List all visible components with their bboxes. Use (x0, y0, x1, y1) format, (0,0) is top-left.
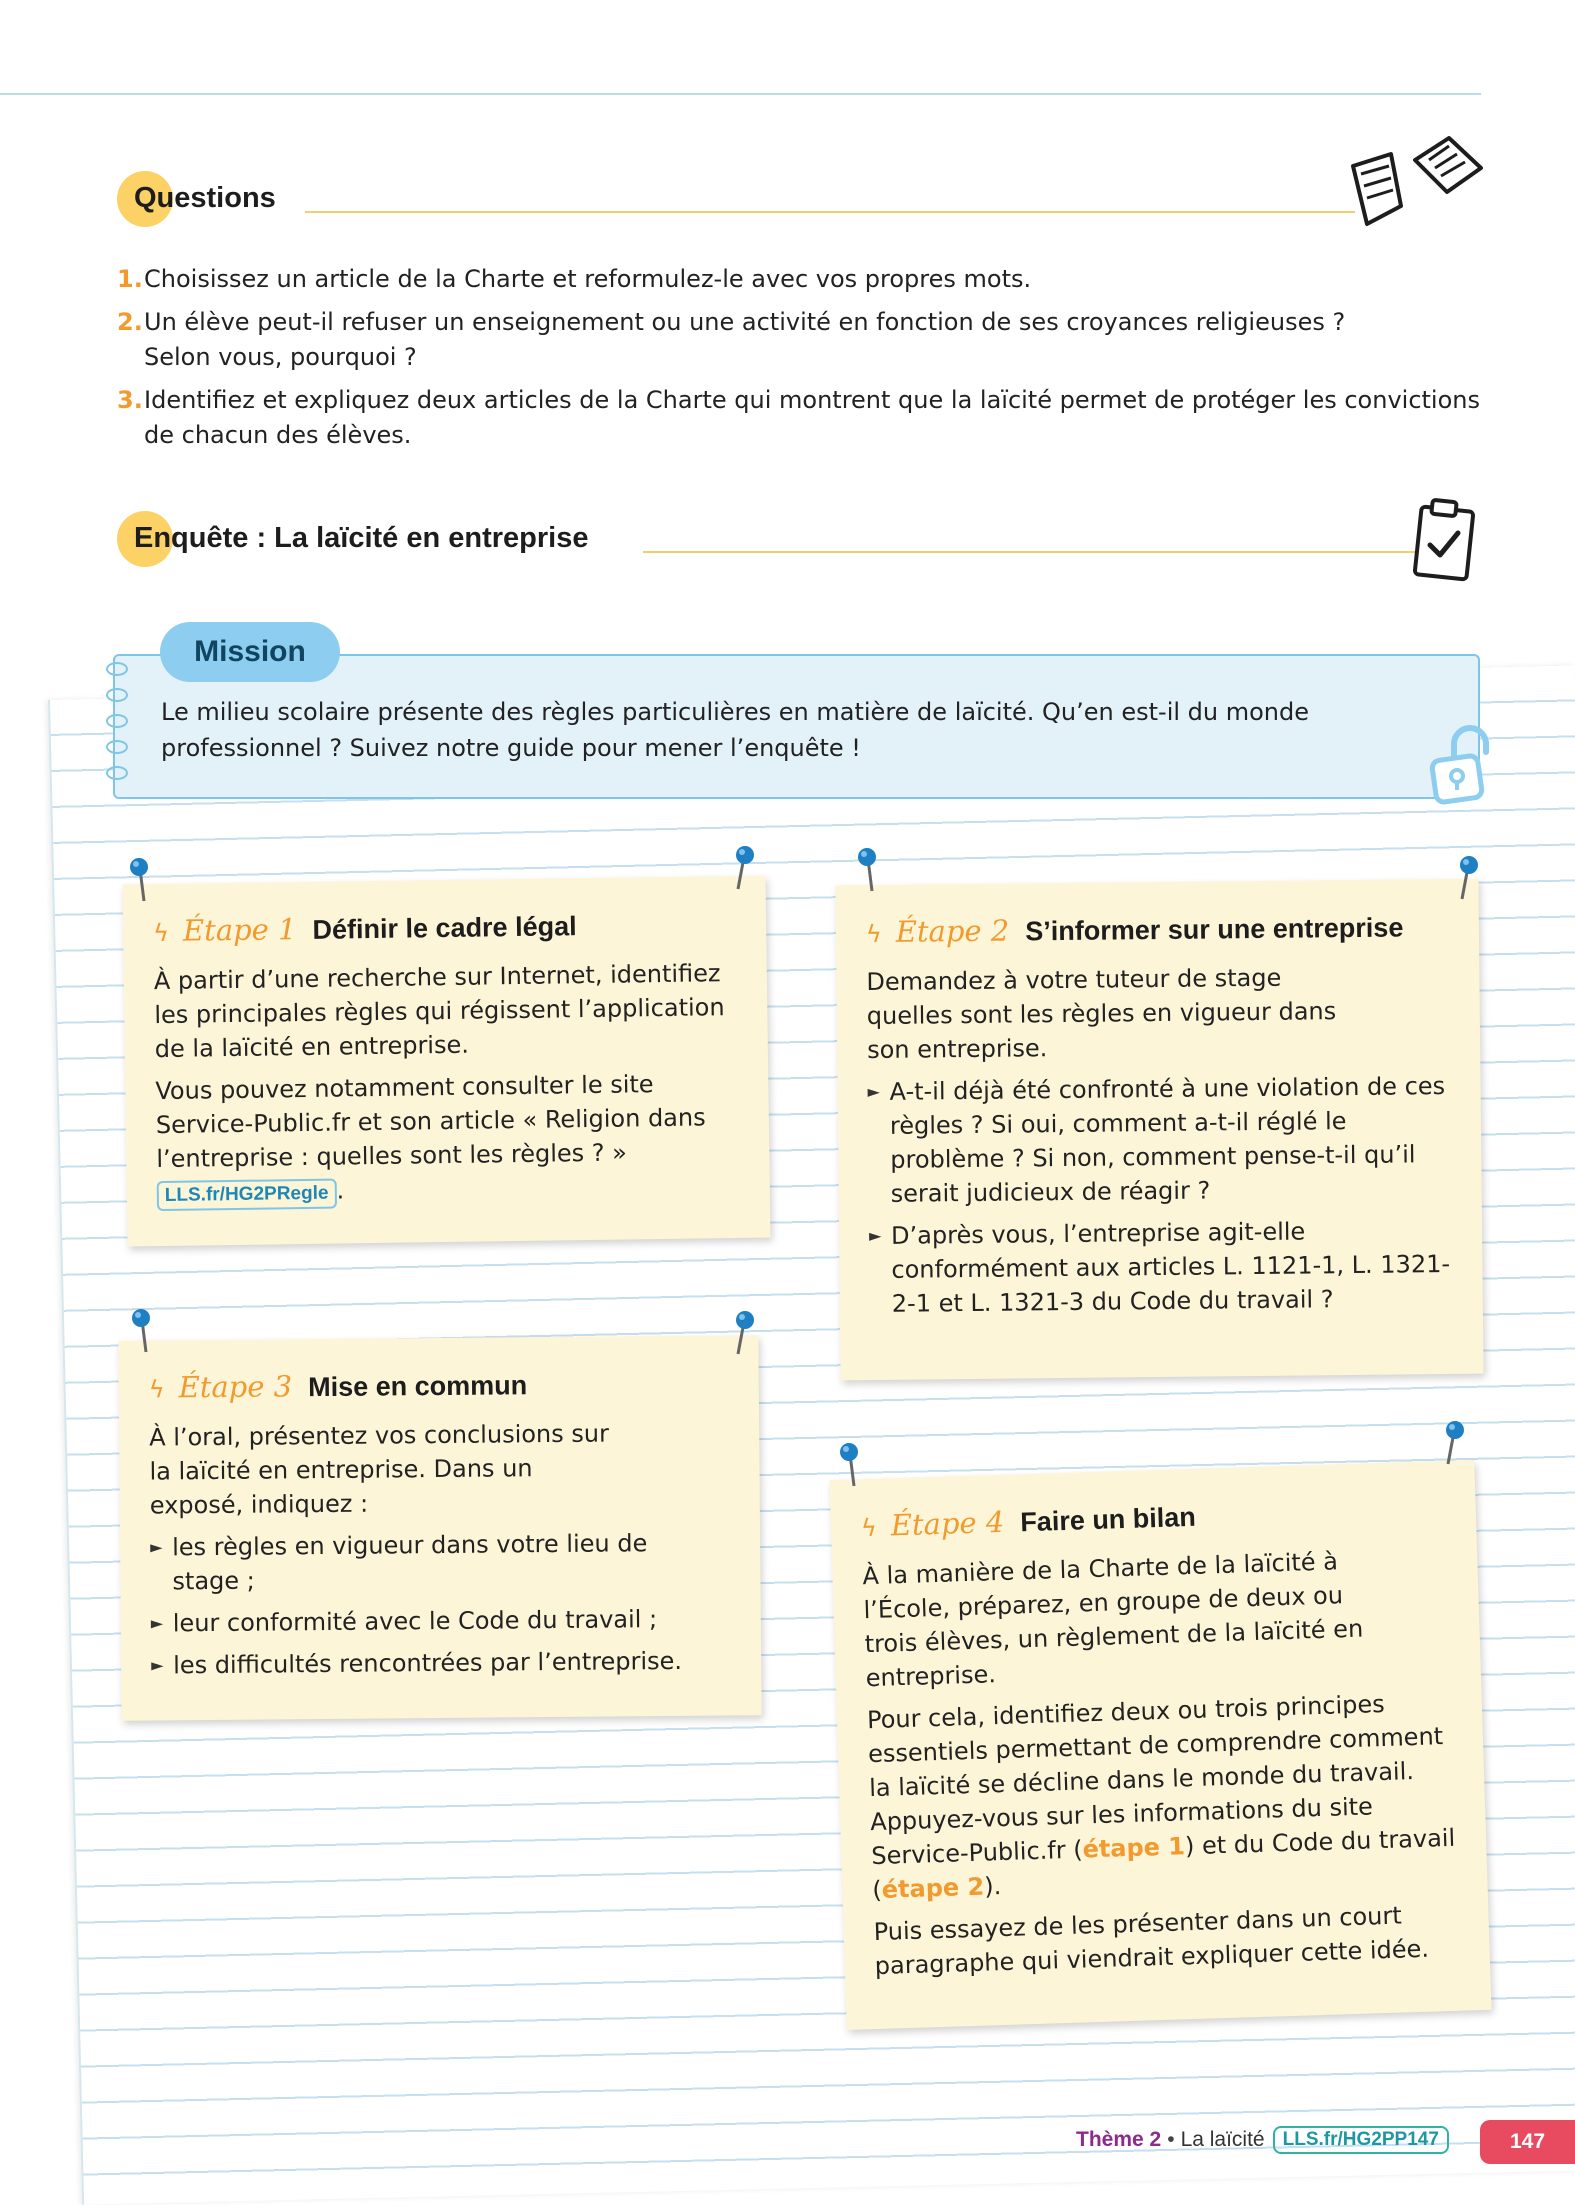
step1-text: Vous pouvez notamment consulter le site Service-Public.fr et son article « Religion dans l’entreprise : quelles sont les règles ? » (155, 1070, 706, 1174)
step3-bullet-text: leur conformité avec le Code du travail ; (172, 1605, 658, 1638)
step3-paragraph: À l’oral, présentez vos conclusions sur la laïcité en entreprise. Dans un exposé, indiquez : (149, 1419, 610, 1520)
spiral-ring (106, 766, 128, 780)
lightning-icon: ϟ (860, 1513, 878, 1543)
step4-label: Étape 4 (890, 1504, 1005, 1543)
question-number: 3. (117, 386, 143, 414)
step3-title: Mise en commun (307, 1370, 528, 1403)
pushpin-icon (722, 1308, 762, 1358)
step2-bullet-text: D’après vous, l’entreprise agit-elle conformément aux articles L. 1121-1, L. 1321-2-1 et L. 1321-3 du Code du travail ? (890, 1217, 1451, 1318)
step1-header (153, 906, 738, 950)
spiral-ring (106, 740, 128, 754)
step3-bullet-text: les règles en vigueur dans votre lieu de stage ; (172, 1529, 648, 1596)
step1-paragraph: À partir d’une recherche sur Internet, identifiez les principales règles qui régissent l’application de la laïcité en entreprise. (153, 959, 725, 1064)
footer-separator: • (1167, 2128, 1175, 2151)
list-item (151, 1643, 733, 1682)
pushpin-icon (832, 1440, 872, 1490)
step1-label: Étape 1 (182, 912, 297, 948)
pushpin-icon (1432, 1418, 1472, 1468)
pushpin-icon (124, 1306, 164, 1356)
step1-note (123, 876, 771, 1247)
question-text: Identifiez et expliquez deux articles de la Charte qui montrent que la laïcité permet de protéger les convictions de chacun des élèves. (144, 386, 1480, 449)
triangle-bullet-icon: ► (868, 1225, 882, 1246)
step4-text: Pour cela, identifiez deux ou trois principes essentiels permettant de comprendre comment la laïcité se décline dans le monde du travail. Appuyez-vous sur les informations du site Service-Public.fr ( (866, 1689, 1444, 1871)
footer (1076, 2126, 1449, 2154)
mission-label: Mission (160, 622, 340, 682)
list-item (869, 1213, 1455, 1321)
clipboard-check-icon (1410, 495, 1480, 585)
triangle-bullet-icon: ► (150, 1537, 163, 1557)
pushpin-icon (122, 855, 162, 905)
question-item (117, 305, 1487, 375)
list-item (867, 1069, 1453, 1211)
spiral-ring (106, 688, 128, 702)
step2-bullet-text: A-t-il déjà été confronté à une violation de ces règles ? Si oui, comment a-t-il réglé le problème ? Si non, comment pense-t-il qu’il serait judicieux de réagir ? (889, 1072, 1446, 1208)
step2-note (835, 879, 1483, 1381)
question-number: 2. (117, 308, 143, 336)
enquete-heading (117, 522, 588, 555)
lightning-icon: ϟ (148, 1375, 165, 1404)
list-item (151, 1601, 733, 1640)
papers-icon (1345, 132, 1485, 232)
step3-note (118, 1335, 761, 1721)
step3-label: Étape 3 (178, 1369, 293, 1405)
step1-link[interactable]: LLS.fr/HG2PRegle (157, 1179, 337, 1212)
lightning-icon: ϟ (152, 918, 170, 948)
step4-paragraph: Puis essayez de les présenter dans un court paragraphe qui viendrait expliquer cette idée. (873, 1901, 1430, 1981)
enquete-rule (643, 551, 1421, 553)
spiral-ring (106, 714, 128, 728)
questions-heading (117, 182, 276, 215)
step2-label: Étape 2 (895, 913, 1010, 949)
step4-header (860, 1491, 1448, 1545)
lightning-icon: ϟ (865, 919, 882, 949)
padlock-open-icon (1428, 720, 1494, 808)
step4-title: Faire un bilan (1019, 1501, 1197, 1538)
step4-text: ) et du Code du travail ( (871, 1823, 1456, 1905)
step4-text: ). (983, 1872, 1002, 1901)
step1-paragraph (155, 1066, 742, 1211)
step4-paragraph (867, 1685, 1460, 1907)
pushpin-icon (722, 843, 762, 893)
question-text: Choisissez un article de la Charte et reformulez-le avec vos propres mots. (144, 265, 1032, 293)
footer-theme: Thème 2 (1076, 2128, 1162, 2151)
step1-title: Définir le cadre légal (312, 911, 577, 945)
footer-chapter: La laïcité (1180, 2128, 1265, 2151)
step3-header (149, 1365, 731, 1406)
question-item (117, 262, 1487, 297)
question-text: Un élève peut-il refuser un enseignement ou une activité en fonction de ses croyances religieuses ? Selon vous, pourquoi ? (144, 308, 1346, 371)
top-rule (0, 93, 1481, 95)
pushpin-icon (1446, 853, 1486, 903)
footer-link[interactable]: LLS.fr/HG2PP147 (1273, 2126, 1449, 2154)
triangle-bullet-icon: ► (867, 1081, 880, 1102)
step3-bullets (150, 1525, 733, 1682)
step4-ref-etape2: étape 2 (881, 1872, 985, 1904)
step2-bullets (867, 1069, 1455, 1321)
step1-period: . (336, 1176, 345, 1205)
enquete-title: Enquête : La laïcité en entreprise (134, 522, 589, 554)
question-number: 1. (117, 265, 143, 293)
questions-rule (305, 211, 1355, 213)
step2-header (866, 909, 1451, 951)
step4-ref-etape1: étape 1 (1082, 1832, 1186, 1864)
page-number: 147 (1480, 2120, 1575, 2164)
step4-note (830, 1460, 1492, 2030)
step2-paragraph: Demandez à votre tuteur de stage quelles sont les règles en vigueur dans son entreprise. (866, 963, 1337, 1065)
triangle-bullet-icon: ► (151, 1655, 164, 1675)
spiral-ring (106, 662, 128, 676)
list-item (150, 1525, 733, 1598)
questions-title: Questions (134, 182, 276, 214)
pushpin-icon (850, 845, 890, 895)
questions-list (117, 262, 1487, 461)
step4-paragraph: À la manière de la Charte de la laïcité à l’École, préparez, en groupe de deux ou trois élèves, un règlement de la laïcité en entreprise. (862, 1547, 1364, 1693)
step2-title: S’informer sur une entreprise (1025, 912, 1404, 947)
question-item (117, 383, 1487, 453)
mission-text: Le milieu scolaire présente des règles particulières en matière de laïcité. Qu’en est-il du monde professionnel ? Suivez notre guide pour mener l’enquête ! (161, 698, 1310, 762)
step3-bullet-text: les difficultés rencontrées par l’entreprise. (173, 1646, 683, 1680)
triangle-bullet-icon: ► (150, 1613, 164, 1633)
